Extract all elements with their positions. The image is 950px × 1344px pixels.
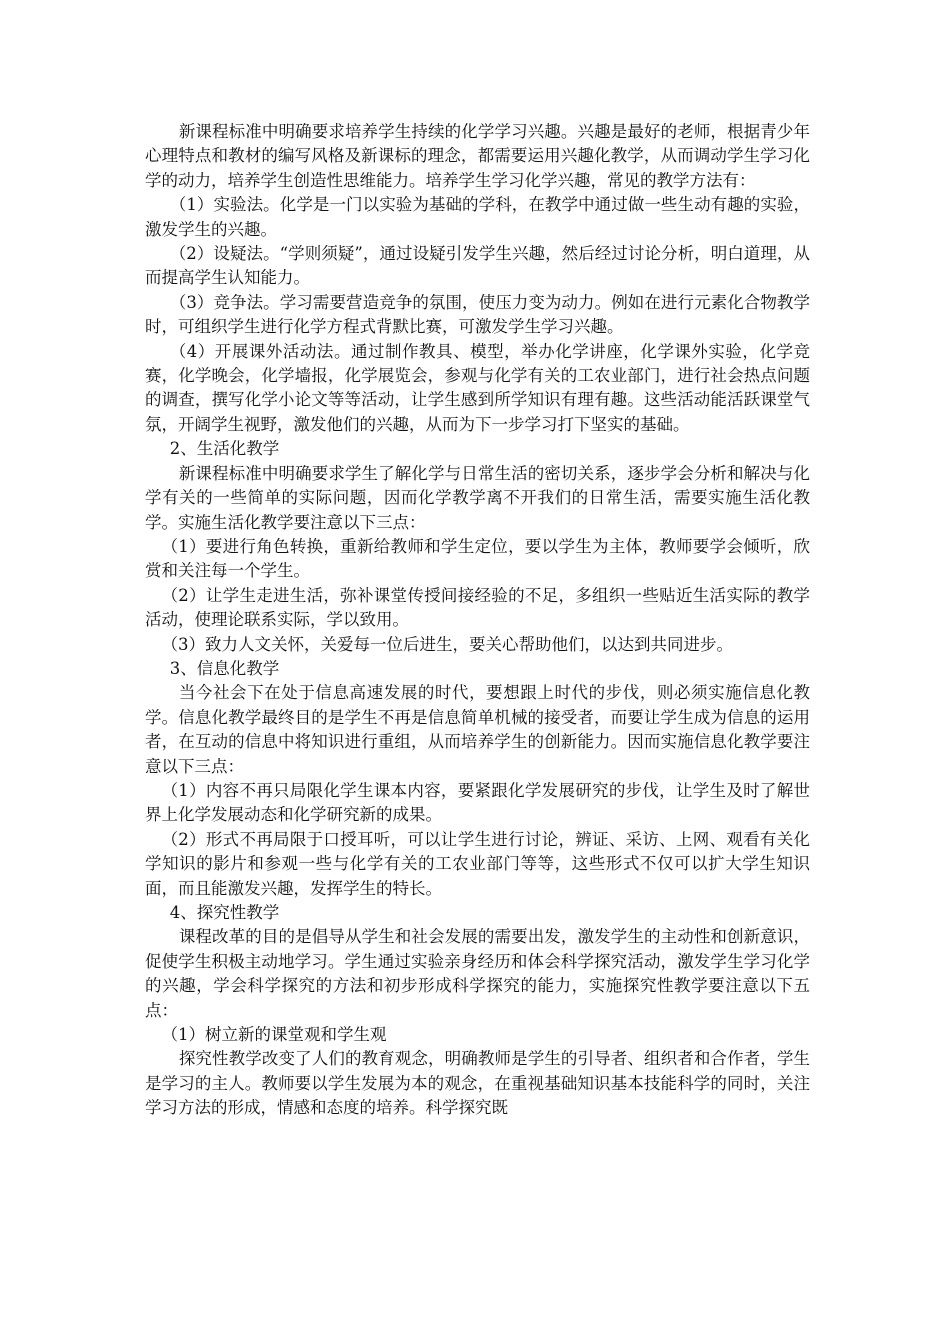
list-item-questioning-method: （2）设疑法。“学则须疑”，通过设疑引发学生兴趣，然后经过讨论分析，明白道理，从而提高学生认知能力。: [145, 244, 810, 288]
life-list-item-1: （1）要进行角色转换，重新给教师和学生定位，要以学生为主体，教师要学会倾听，欣赏和关注每一个学生。: [145, 536, 810, 581]
section-heading-info-teaching: 3、信息化教学: [169, 658, 280, 678]
document-body: [145, 120, 810, 1121]
life-teaching-paragraph: 新课程标准中明确要求学生了解化学与日常生活的密切关系，逐步学会分析和解决与化学有关的一些简单的实际问题，因而化学教学离不开我们的日常生活，需要实施生活化教学。实施生活化教学要注意以下三点：: [145, 463, 810, 532]
info-list-item-2: （2）形式不再局限于口授耳听，可以让学生进行讨论，辨证、采访、上网、观看有关化学知识的影片和参观一些与化学有关的工农业部门等等，这些形式不仅可以扩大学生知识面，而且能激发兴趣，发挥学生的特长。: [145, 829, 810, 898]
list-item-experiment-method: （1）实验法。化学是一门以实验为基础的学科，在教学中通过做一些生动有趣的实验，激发学生的兴趣。: [145, 195, 810, 239]
inquiry-list-item-1: （1）树立新的课堂观和学生观: [161, 1025, 387, 1045]
section-heading-inquiry-teaching: 4、探究性教学: [169, 903, 280, 922]
inquiry-teaching-paragraph: 课程改革的目的是倡导从学生和社会发展的需要出发，激发学生的主动性和创新意识，促使学生积极主动地学习。学生通过实验亲身经历和体会科学探究活动，激发学生学习化学的兴趣，学会科学探究的方法和初步形成科学探究的能力，实施探究性教学要注意以下五点：: [145, 927, 810, 1020]
section-heading-life-teaching: 2、生活化教学: [169, 439, 280, 459]
life-list-item-2: （2）让学生走进生活，弥补课堂传授间接经验的不足，多组织一些贴近生活实际的教学活动，使理论联系实际，学以致用。: [145, 585, 810, 630]
list-item-competition-method: （3）竞争法。学习需要营造竞争的氛围，使压力变为动力。例如在进行元素化合物教学时，可组织学生进行化学方程式背默比赛，可激发学生学习兴趣。: [145, 292, 810, 337]
info-list-item-1: （1）内容不再只局限化学生课本内容，要紧跟化学发展研究的步伐，让学生及时了解世界上化学发展动态和化学研究新的成果。: [145, 780, 810, 825]
list-item-extracurricular-method: （4）开展课外活动法。通过制作教具、模型，举办化学讲座，化学课外实验，化学竞赛，化学晚会，化学墙报，化学展览会，参观与化学有关的工农业部门，进行社会热点问题的调查，撰写化学小论文等等活动，让学生感到所学知识有理有趣。这些活动能活跃课堂气氛，开阔学生视野，激发他们的兴趣，从而为下一步学习打下坚实的基础。: [145, 341, 810, 434]
inquiry-continuation-paragraph: 探究性教学改变了人们的教育观念，明确教师是学生的引导者、组织者和合作者，学生是学习的主人。教师要以学生发展为本的观念，在重视基础知识基本技能科学的同时，关注学习方法的形成，情感和态度的培养。科学探究既: [145, 1049, 810, 1118]
info-teaching-paragraph: 当今社会下在处于信息高速发展的时代，要想跟上时代的步伐，则必须实施信息化教学。信息化教学最终目的是学生不再是信息简单机械的接受者，而要让学生成为信息的运用者，在互动的信息中将知识进行重组，从而培养学生的创新能力。因而实施信息化教学要注意以下三点：: [145, 683, 810, 776]
intro-paragraph: 新课程标准中明确要求培养学生持续的化学学习兴趣。兴趣是最好的老师，根据青少年心理特点和教材的编写风格及新课标的理念，都需要运用兴趣化教学，从而调动学生学习化学的动力，培养学生创造性思维能力。培养学生学习化学兴趣，常见的教学方法有：: [145, 122, 810, 190]
life-list-item-3: （3）致力人文关怀，关爱每一位后进生，要关心帮助他们，以达到共同进步。: [161, 634, 733, 654]
